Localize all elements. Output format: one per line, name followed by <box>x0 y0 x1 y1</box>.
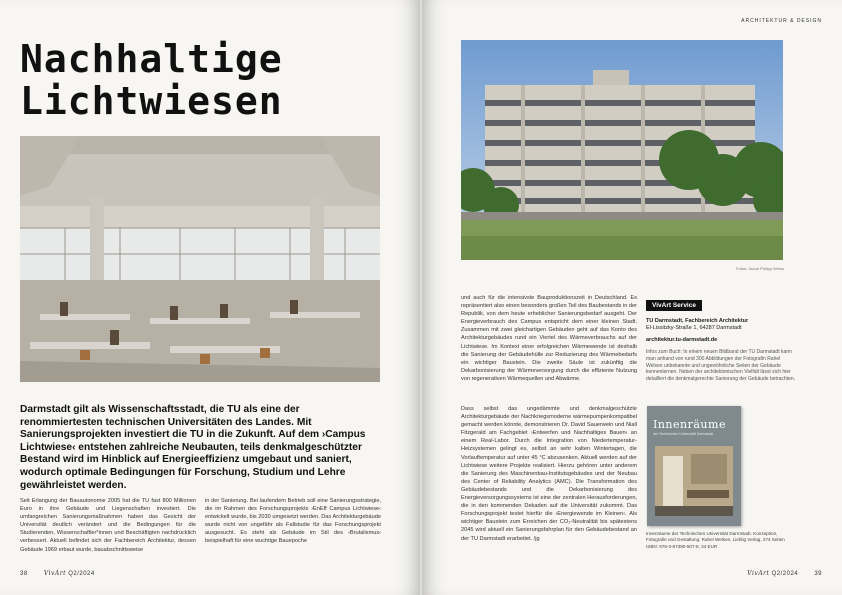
service-address: El-Lissitzky-Straße 1, 64287 Darmstadt <box>646 325 742 331</box>
magazine-logo-left: VivArt <box>43 570 67 577</box>
service-link[interactable]: architektur.tu-darmstadt.de <box>646 337 718 343</box>
magazine-logo-right: VivArt <box>747 570 770 577</box>
body-text-left-col-1: Seit Erlangung der Bauautonomie 2005 hat die TU fast 800 Millionen Euro in ihre Gebäude und Liegenschaften investiert. Die umfangreichen Sanierungsmaßnahmen haben das Gesicht der Universität deutlich verändert und die Bedingungen für die Studierenden, Wissenschaftler*innen und Beschäftigten nachdrücklich verbessert. Aktuell befindet sich der Fachbereich Architektur, dessen Gebäude 1969 erbaut wurde, bauabschnittsweise <box>20 498 196 553</box>
folio-right <box>747 570 822 577</box>
page-number-right: 39 <box>814 571 822 577</box>
issue-left: Q2/2024 <box>68 571 95 577</box>
title-line-2: Lichtwiesen <box>20 79 283 123</box>
interior-hall-photo <box>20 136 380 382</box>
lead-paragraph: Darmstadt gilt als Wissenschaftsstadt, die TU als eine der renommiertesten technischen Universitäten des Landes. Mit Sanierungsprojekten investiert die TU in die Zukunft. Auf dem ›Campus Lichtwiese‹ entstehen zahlreiche Neubauten, teils denkmalgeschützter Bestand wird im Hinblick auf Energieeffizienz umgebaut und saniert, wodurch optimale Bedingungen für Forschung, Studium und Lehre gewährleistet werden. <box>20 404 366 491</box>
body-text-right-col-2: Dass selbst das ungedämmte und denkmalgeschützte Architekturgebäude der Nachkriegsmoderne wärmepumpenkompatibel gemacht werden könnte, demonstrieren Dr. David Sauerwein und Niall Fitzgerald am Fachgebiet ›Entwerfen und Nachhaltiges Bauen‹ an einem Real-Labor. Durch die Integration von Niedertemperatur-Heizsystemen gelingt es, selbst an sehr kalten Wintertagen, die Vorlauftemperatur auf unter 45 °C abzusenken. Aktuell werden auf der Lichtwiese weitere Projekte realisiert. Hierzu gehören unter anderem die Sanierung des Maschinenbau-Institutsgebäudes und der Neubau des Center of Reliability Analytics (AMC). Die Transformation des Gebäudebestands und die Dekarbonisierung des Energieversorgungssystems ist eine der zentralen Herausforderungen, die in den kommenden Dekaden auf die Universität zukommt. Das Forschungsprojekt testet hierfür die ›Energiewende im Kleinen‹. Als wichtiger Baustein zum Erreichen der CO₂-Neutralität bis spätestens 2045 wird aktuell ein Sanierungsfahrplan für den Gebäudebestand an der TU Darmstadt erarbeitet. /jg <box>461 406 637 542</box>
book-title: Innenräume <box>653 418 726 431</box>
page-number-left: 38 <box>20 571 28 577</box>
spine-gutter <box>419 0 423 595</box>
body-text-left-col-2: in der Sanierung. Bei laufendem Betrieb soll eine Sanierungsstrategie, die im Rahmen des Forschungsprojekts ›EnEff Campus Lichtwiese‹ entwickelt wurde, bis 2030 umgesetzt werden. Das Architekturgebäude wurde nicht von ungefähr als Fallstudie für das Forschungsprojekt ausgesucht. Es steht als Gebäude im Stil des ›Brutalismus‹ beispielhaft für eine wuchtige Bauepoche <box>205 498 381 545</box>
service-name: TU Darmstadt, Fachbereich Architektur <box>646 318 749 324</box>
photo-credit: Fotos: Jacob Philipp Weiss <box>736 266 784 271</box>
right-page <box>421 0 842 595</box>
service-badge: VivArt Service <box>646 300 702 311</box>
body-text-right-col-1: und auch für die intensivste Bauproduktionszeit in Deutschland. Es repräsentiert also einen besonders großen Teil des Baubestands in der Republik, von dem heute erheblicher Sanierungsbedarf ausgeht. Der Energieverbrauch des Campus entspricht dem einer kleinen Stadt. Zusammen mit zwei gleichartigen Gebäuden geht auf das Konto des Architekturgebäudes rund ein Viertel des Wärmeverbrauchs auf der Lichtwiese. Im Kontext einer erfolgreichen Wärmewende ist deshalb die Sanierung der Gebäudehülle zur Reduzierung des Wärmebedarfs ein wichtiger Baustein. Die zweite Säule ist zukünftig die Dekarbonisierung der Wärmeversorgung durch die effiziente Nutzung von regenerativen Wärmequellen und Abwärme. <box>461 295 637 382</box>
book-cover <box>647 406 741 526</box>
service-box <box>646 294 826 383</box>
issue-right: Q2/2024 <box>771 571 799 577</box>
section-label: ARCHITEKTUR & DESIGN <box>741 18 822 24</box>
book-caption: Innenräume der Technischen Universität Darmstadt. Konzeption, Fotografie und Gestaltung: Rahel Welsen, Lieblig Verlag, 274 Seiten ISBN: 978-3-87390-507-8, 34 EUR <box>646 531 785 549</box>
building-exterior-photo <box>461 40 783 260</box>
folio-left <box>20 570 95 577</box>
book-subtitle: der Technischen Universität Darmstadt <box>653 432 714 436</box>
article-title <box>20 38 283 122</box>
interior-hall-illustration <box>20 136 380 382</box>
service-info: Infos zum Buch: In einem neuen Bildband der TU Darmstadt kann man anhand von rund 300 Abbildungen der Fotografin Rahel Welsen unbekannte und ungewöhnliche Seiten der Gebäude kennenlernen. Neben der architektonischen Vielfalt lässt sich hier detailliert die denkmalgerechte Sanierung der Gebäude betrachten. <box>646 349 795 383</box>
building-illustration <box>461 40 783 260</box>
title-line-1: Nachhaltige <box>20 37 283 81</box>
